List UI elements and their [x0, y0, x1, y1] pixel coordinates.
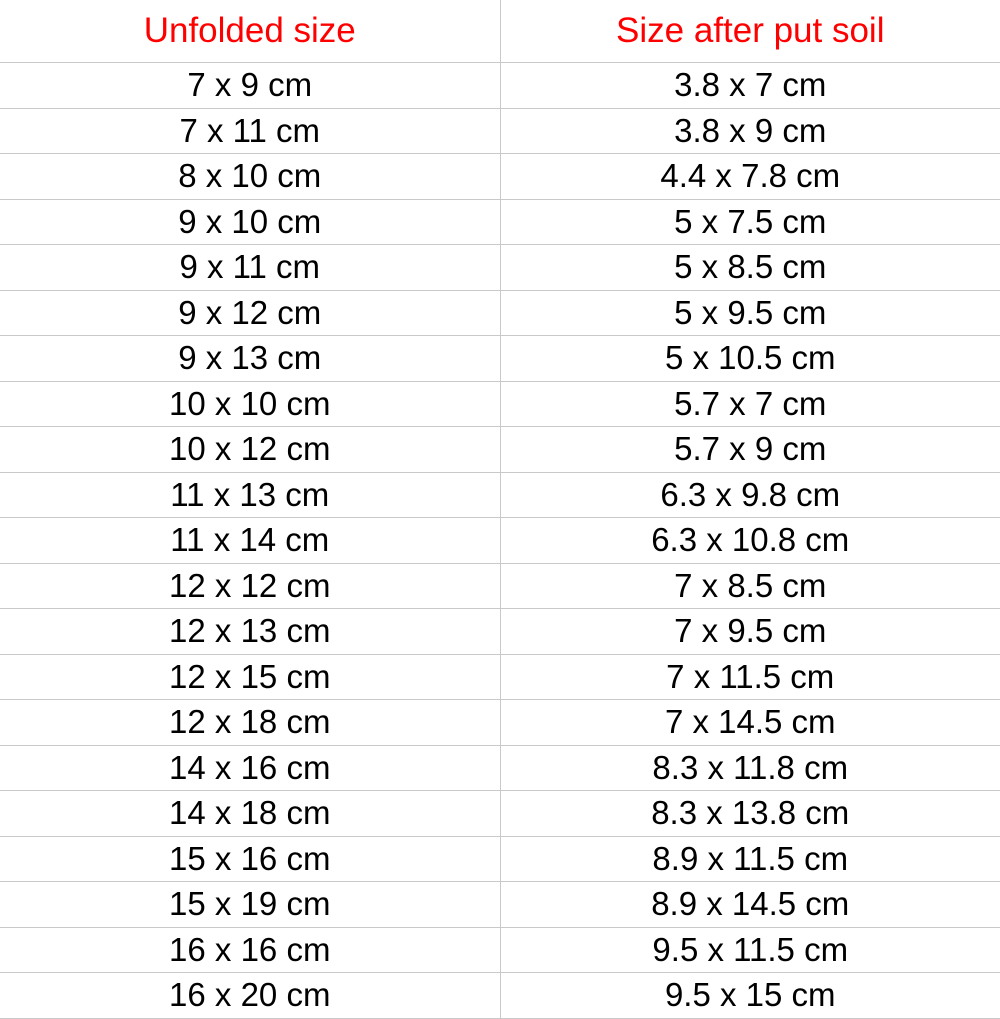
cell-unfolded-size: 14 x 18 cm: [0, 791, 500, 837]
cell-size-after-soil: 9.5 x 15 cm: [500, 973, 1000, 1019]
cell-size-after-soil: 5.7 x 7 cm: [500, 381, 1000, 427]
table-row: [0, 563, 1000, 609]
cell-size-after-soil: 8.9 x 14.5 cm: [500, 882, 1000, 928]
cell-size-after-soil: 9.5 x 11.5 cm: [500, 927, 1000, 973]
column-header-unfolded-size: Unfolded size: [0, 0, 500, 63]
column-header-size-after-soil: Size after put soil: [500, 0, 1000, 63]
table-row: [0, 427, 1000, 473]
cell-unfolded-size: 14 x 16 cm: [0, 745, 500, 791]
table-row: [0, 108, 1000, 154]
cell-unfolded-size: 16 x 16 cm: [0, 927, 500, 973]
table-row: [0, 973, 1000, 1019]
cell-size-after-soil: 4.4 x 7.8 cm: [500, 154, 1000, 200]
cell-size-after-soil: 5 x 8.5 cm: [500, 245, 1000, 291]
table-row: [0, 472, 1000, 518]
cell-unfolded-size: 9 x 11 cm: [0, 245, 500, 291]
table-row: [0, 882, 1000, 928]
cell-unfolded-size: 7 x 9 cm: [0, 63, 500, 109]
cell-size-after-soil: 7 x 11.5 cm: [500, 654, 1000, 700]
table-row: [0, 836, 1000, 882]
cell-unfolded-size: 15 x 19 cm: [0, 882, 500, 928]
table-row: [0, 745, 1000, 791]
table-row: [0, 927, 1000, 973]
cell-size-after-soil: 6.3 x 10.8 cm: [500, 518, 1000, 564]
cell-size-after-soil: 3.8 x 9 cm: [500, 108, 1000, 154]
cell-unfolded-size: 9 x 13 cm: [0, 336, 500, 382]
cell-size-after-soil: 8.9 x 11.5 cm: [500, 836, 1000, 882]
table-row: [0, 654, 1000, 700]
table-row: [0, 154, 1000, 200]
table-row: [0, 336, 1000, 382]
cell-unfolded-size: 16 x 20 cm: [0, 973, 500, 1019]
table-row: [0, 63, 1000, 109]
cell-unfolded-size: 12 x 18 cm: [0, 700, 500, 746]
cell-unfolded-size: 12 x 13 cm: [0, 609, 500, 655]
table-body: [0, 63, 1000, 1019]
table-header: [0, 0, 1000, 63]
cell-unfolded-size: 11 x 13 cm: [0, 472, 500, 518]
cell-size-after-soil: 3.8 x 7 cm: [500, 63, 1000, 109]
cell-size-after-soil: 6.3 x 9.8 cm: [500, 472, 1000, 518]
table-row: [0, 791, 1000, 837]
cell-size-after-soil: 5 x 7.5 cm: [500, 199, 1000, 245]
table-row: [0, 199, 1000, 245]
cell-unfolded-size: 7 x 11 cm: [0, 108, 500, 154]
cell-size-after-soil: 5 x 10.5 cm: [500, 336, 1000, 382]
cell-size-after-soil: 7 x 9.5 cm: [500, 609, 1000, 655]
table-row: [0, 518, 1000, 564]
cell-size-after-soil: 8.3 x 13.8 cm: [500, 791, 1000, 837]
cell-unfolded-size: 11 x 14 cm: [0, 518, 500, 564]
table-row: [0, 381, 1000, 427]
table-row: [0, 609, 1000, 655]
cell-unfolded-size: 10 x 12 cm: [0, 427, 500, 473]
table-row: [0, 290, 1000, 336]
cell-size-after-soil: 5 x 9.5 cm: [500, 290, 1000, 336]
cell-unfolded-size: 10 x 10 cm: [0, 381, 500, 427]
table-header-row: [0, 0, 1000, 63]
cell-size-after-soil: 7 x 14.5 cm: [500, 700, 1000, 746]
cell-size-after-soil: 7 x 8.5 cm: [500, 563, 1000, 609]
cell-size-after-soil: 8.3 x 11.8 cm: [500, 745, 1000, 791]
table-row: [0, 700, 1000, 746]
table-row: [0, 245, 1000, 291]
cell-unfolded-size: 12 x 15 cm: [0, 654, 500, 700]
cell-unfolded-size: 15 x 16 cm: [0, 836, 500, 882]
cell-unfolded-size: 9 x 10 cm: [0, 199, 500, 245]
cell-unfolded-size: 9 x 12 cm: [0, 290, 500, 336]
cell-unfolded-size: 12 x 12 cm: [0, 563, 500, 609]
cell-unfolded-size: 8 x 10 cm: [0, 154, 500, 200]
cell-size-after-soil: 5.7 x 9 cm: [500, 427, 1000, 473]
